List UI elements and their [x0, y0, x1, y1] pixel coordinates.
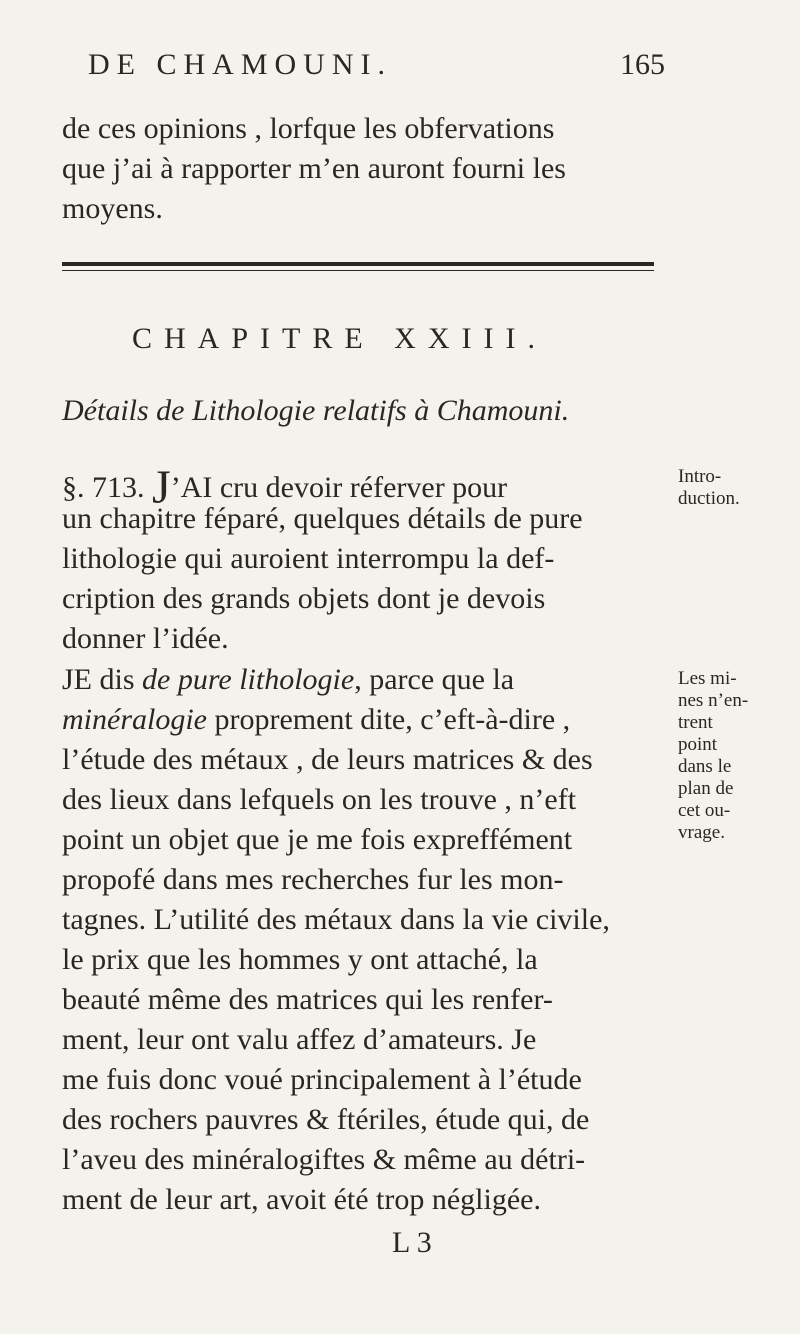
chapter-subtitle: Détails de Lithologie relatifs à Chamouni. — [62, 394, 570, 427]
paragraph-second-line — [62, 703, 570, 737]
text-line: le prix que les hommes y ont attaché, la — [62, 943, 538, 976]
thin-rule — [62, 270, 654, 271]
text-line: des lieux dans lefquels on les trouve , n’eft — [62, 783, 577, 816]
thick-rule — [62, 262, 654, 266]
margin-note-line: dans le — [678, 756, 732, 777]
text-run: proprement dite, c’eft-à-dire , — [206, 703, 571, 736]
chapter-heading: CHAPITRE XXIII. — [132, 322, 547, 355]
margin-note-line: trent — [678, 712, 713, 733]
text-line: cription des grands objets dont je devois — [62, 582, 546, 615]
text-run: , parce que la — [354, 663, 515, 696]
margin-note-line: nes n’en- — [678, 690, 749, 711]
paragraph-first-line — [62, 663, 514, 697]
text-line: donner l’idée. — [62, 622, 229, 655]
text-line: de ces opinions , lorfque les obfervations — [62, 112, 555, 145]
margin-note-line: Les mi- — [678, 668, 737, 689]
drop-cap: J — [152, 461, 171, 514]
text-line: ment, leur ont valu affez d’amateurs. Je — [62, 1023, 537, 1056]
margin-note-mines — [678, 668, 748, 844]
text-line: beauté même des matrices qui les renfer- — [62, 983, 553, 1016]
section-number: §. 713. — [62, 471, 145, 504]
margin-note-line: duction. — [678, 488, 740, 509]
margin-note-line: cet ou- — [678, 800, 731, 821]
text-line: me fuis donc voué principalement à l’étude — [62, 1063, 582, 1096]
text-line: que j’ai à rapporter m’en auront fourni les — [62, 152, 566, 185]
margin-note-line: plan de — [678, 778, 734, 799]
italic-term: de pure lithologie — [142, 663, 355, 696]
text-line: moyens. — [62, 192, 163, 225]
section-first-line-text: ’AI cru devoir réferver pour — [170, 471, 508, 504]
running-title: DE CHAMOUNI. — [88, 48, 392, 81]
text-line: point un objet que je me fois expreffément — [62, 823, 573, 856]
margin-note-line: Intro- — [678, 466, 722, 487]
signature-mark: L 3 — [392, 1226, 432, 1259]
text-line: l’étude des métaux , de leurs matrices & des — [62, 743, 593, 776]
margin-note-introduction — [678, 466, 740, 510]
text-line: des rochers pauvres & ftériles, étude qui, de — [62, 1103, 590, 1136]
text-line: un chapitre féparé, quelques détails de pure — [62, 502, 583, 535]
text-line: propofé dans mes recherches fur les mon- — [62, 863, 564, 896]
page-number: 165 — [620, 48, 665, 81]
margin-note-line: point — [678, 734, 718, 755]
italic-term: minéralogie — [62, 703, 207, 736]
margin-note-line: vrage. — [678, 822, 725, 843]
text-run: JE dis — [62, 663, 143, 696]
text-line: ment de leur art, avoit été trop négligée. — [62, 1183, 541, 1216]
text-line: l’aveu des minéralogiftes & même au détri- — [62, 1143, 586, 1176]
text-line: tagnes. L’utilité des métaux dans la vie civile, — [62, 903, 610, 936]
text-line: lithologie qui auroient interrompu la def- — [62, 542, 555, 575]
